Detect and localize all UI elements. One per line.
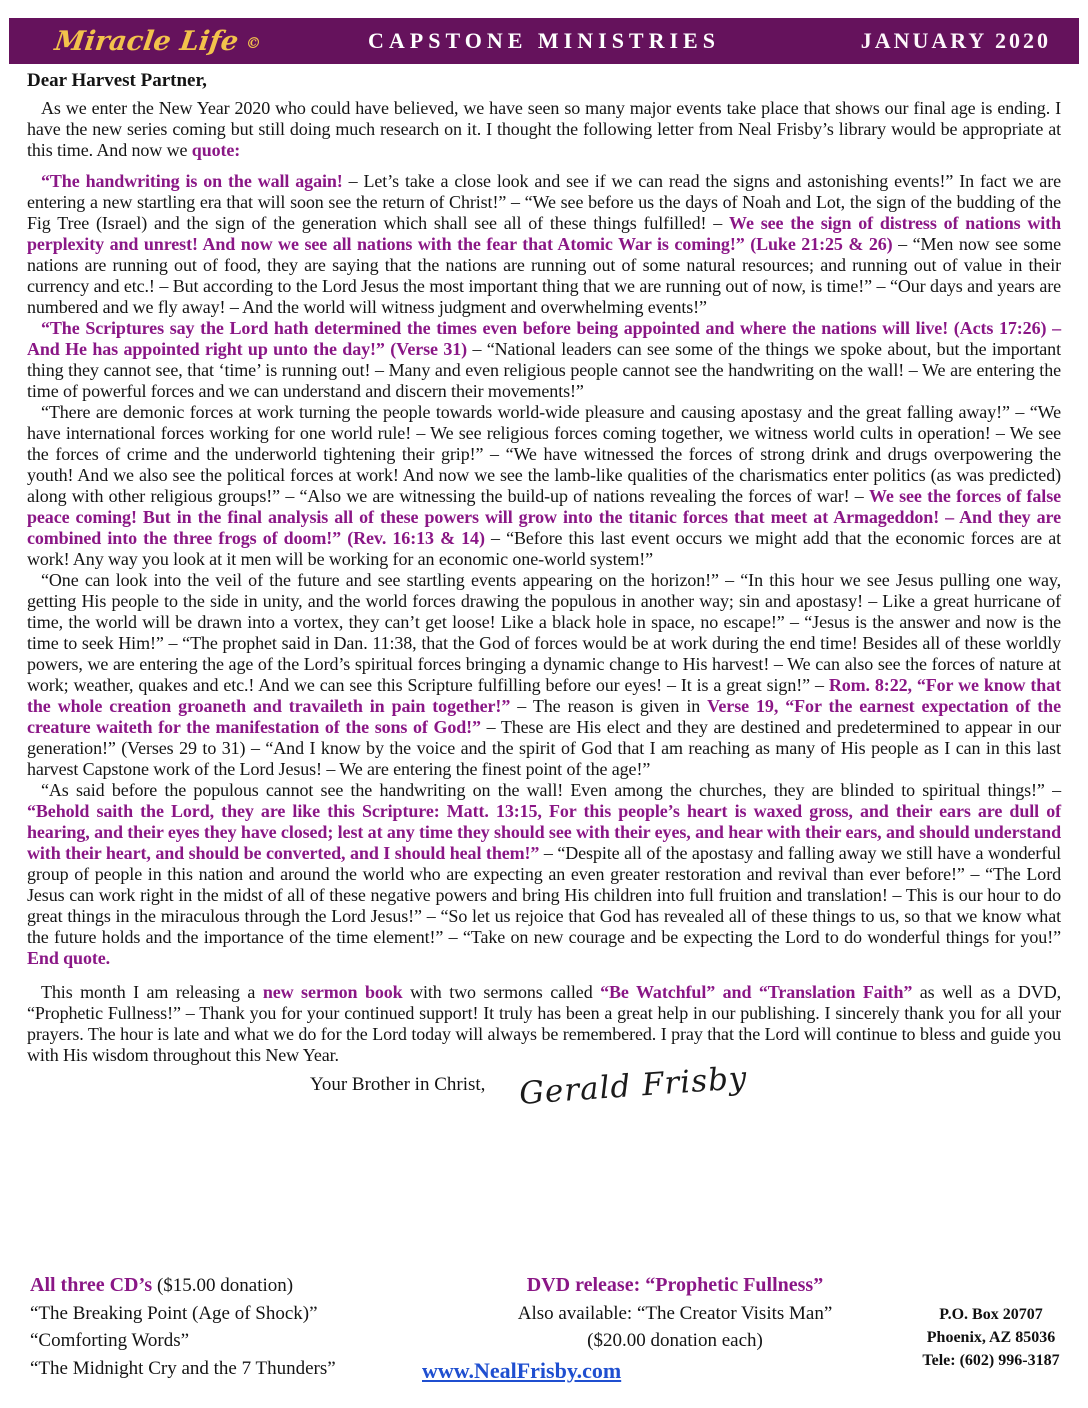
salutation: Dear Harvest Partner, [27,70,207,91]
copyright-symbol: © [244,33,263,52]
letter-paragraph-intro: As we enter the New Year 2020 who could have believed, we have seen so many major events take place that shows our final age is ending. I have the new series coming but still doing much research on it. I thought the following letter from Neal Frisby’s library would be appropriate at this time. And now we quote: [27,98,1061,160]
cd-title-item: “Comforting Words” [30,1330,190,1351]
contact-phone: Tele: (602) 996-3187 [922,1352,1060,1369]
letter-paragraph-forces: “There are demonic forces at work turning the people towards world-wide pleasure and causing apostasy and the great falling away!” – “We have international forces working for one world rule! – We see religious forces coming together, we witness world cults in operation! – We see the forces of crime and the underworld tightening their grip!” – “We have witnessed the forces of strong drink and drugs overpowering the youth! And we also see the political forces at work! And now we see the lamb-like qualities of the charismatics enter politics (as was predicted) along with other religious groups!” – “Also we are witnessing the build-up of nations revealing the forces of war! – We see the forces of false peace coming! But in the final analysis all of these powers will grow into the titanic forces that meet at Armageddon! – And they are combined into the three frogs of doom!” (Rev. 16:13 & 14) – “Before this last event occurs we might add that the economic forces are at work! Any way you look at it men will be working for an economic one-world system!” [27,402,1061,569]
contact-city: Phoenix, AZ 85036 [926,1329,1056,1346]
website-link[interactable]: www.NealFrisby.com [422,1358,622,1383]
letter-paragraph-handwriting: “The handwriting is on the wall again! – Let’s take a close look and see if we can read the signs and astonishing events!” In fact we are entering a new startling era that will soon see the return of Christ!” – “We see before us the days of Noah and Lot, the sign of the budding of the Fig Tree (Israel) and the sign of the generation which shall see all of these things fulfilled! – We see the sign of distress of nations with perplexity and unrest! And now we see all nations with the fear that Atomic War is coming!” (Luke 21:25 & 26) – “Men now see some nations are running out of food, they are saying that the nations are running out of some natural resources; and running out of value in their currency and etc.! – But according to the Lord Jesus the most important thing that we are running out of now, is time!” – “Our days and years are numbered and we fly away! – And the world will witness judgment and overwhelming events!” [27,171,1061,317]
masthead-bar [9,18,1079,64]
contact-po-box: P.O. Box 20707 [939,1306,1043,1323]
cds-offer-block [30,1272,336,1382]
contact-block [905,1303,1077,1372]
letter-paragraph-blinded: “As said before the populous cannot see the handwriting on the wall! Even among the churches, they are blinded to spiritual things!” – “Behold saith the Lord, they are like this Scripture: Matt. 13:15, For this people’s heart is waxed gross, and their ears are dull of hearing, and their eyes they have closed; lest at any time they should see with their eyes, and hear with their ears, and should understand with their heart, and should be converted, and I should heal them!” – “Despite all of the apostasy and falling away we still have a wonderful group of people in this nation and around the world who are expecting an even greater restoration and revival than ever before!” – “The Lord Jesus can work right in the midst of all of these negative powers and bring His children into full fruition and translation! – This is our hour to do great things in the miraculous through the Lord Jesus!” – “So let us rejoice that God has revealed all of these things to us, so that we know what the future holds and the importance of the time element!” – “Take on new courage and be expecting the Lord to do wonderful things for you!” End quote. [27,780,1062,968]
signature: Gerald Frisby [518,1060,749,1112]
dvd-price: ($20.00 donation each) [587,1330,763,1351]
dvd-offer-block [455,1272,895,1355]
dvd-heading: DVD release: “Prophetic Fullness” [526,1274,824,1296]
dvd-also-available: Also available: “The Creator Visits Man” [517,1302,833,1324]
issue-date: JANUARY 2020 [860,28,1051,53]
cds-heading-line [30,1272,336,1300]
closing-line [27,1060,1061,1112]
letter-paragraph-release: This month I am releasing a new sermon book with two sermons called “Be Watchful” and “Translation Faith” as well as a DVD, “Prophetic Fullness!” – Thank you for your continued support! It truly has been a great help in our publishing. I sincerely thank you for all your prayers. The hour is late and what we do for the Lord today will always be remembered. I pray that the Lord will continue to bless and guide you with His wisdom throughout this New Year. [27,982,1061,1065]
miracle-life-logo [53,26,264,57]
ministry-title: CAPSTONE MINISTRIES [368,28,720,53]
letter-body [27,70,1062,1112]
letter-paragraph-veil: “One can look into the veil of the future and see startling events appearing on the horizon!” – “In this hour we see Jesus pulling one way, getting His people to the side in unity, and the world forces drawing the populous in another way; sin and apostasy! – Like a great hurricane of time, the world will be drawn into a vortex, they can’t get loose! Like a black hole in space, no escape!” – “Jesus is the answer and now is the time to seek Him!” – “The prophet said in Dan. 11:38, that the God of forces would be at work during the end time! Besides all of these worldly powers, we are entering the age of the Lord’s spiritual forces bringing a dynamic change to His harvest! – We can also see the forces of nature at work; weather, quakes and etc.! And we can see this Scripture fulfilling before our eyes! – It is a great sign!” – Rom. 8:22, “For we know that the whole creation groaneth and travaileth in pain together!” – The reason is given in Verse 19, “For the earnest expectation of the creature waiteth for the manifestation of the sons of God!” – These are His elect and they are destined and predetermined to appear in our generation!” (Verses 29 to 31) – “And I know by the voice and the spirit of God that I am reaching as many of His people as I can in this last harvest Capstone work of the Lord Jesus! – We are entering the finest point of the age!” [27,570,1061,779]
website-line [422,1358,621,1384]
cd-title-item: “The Midnight Cry and the 7 Thunders” [30,1357,336,1379]
closing-text: Your Brother in Christ, [310,1074,486,1095]
cds-heading: All three CD’s [30,1274,153,1296]
brand-name: Miracle Life [52,25,241,57]
cd-title-item: “The Breaking Point (Age of Shock)” [30,1302,318,1324]
cds-price: ($15.00 donation) [156,1275,294,1296]
letter-paragraph-scriptures: “The Scriptures say the Lord hath determined the times even before being appointed and where the nations will live! (Acts 17:26) – And He has appointed right up unto the day!” (Verse 31) – “National leaders can see some of the things we spoke about, but the important thing they cannot see, that ‘time’ is running out! – Many and even religious people cannot see the handwriting on the wall! – We are entering the time of powerful forces and we can understand and discern their movements!” [27,318,1061,401]
